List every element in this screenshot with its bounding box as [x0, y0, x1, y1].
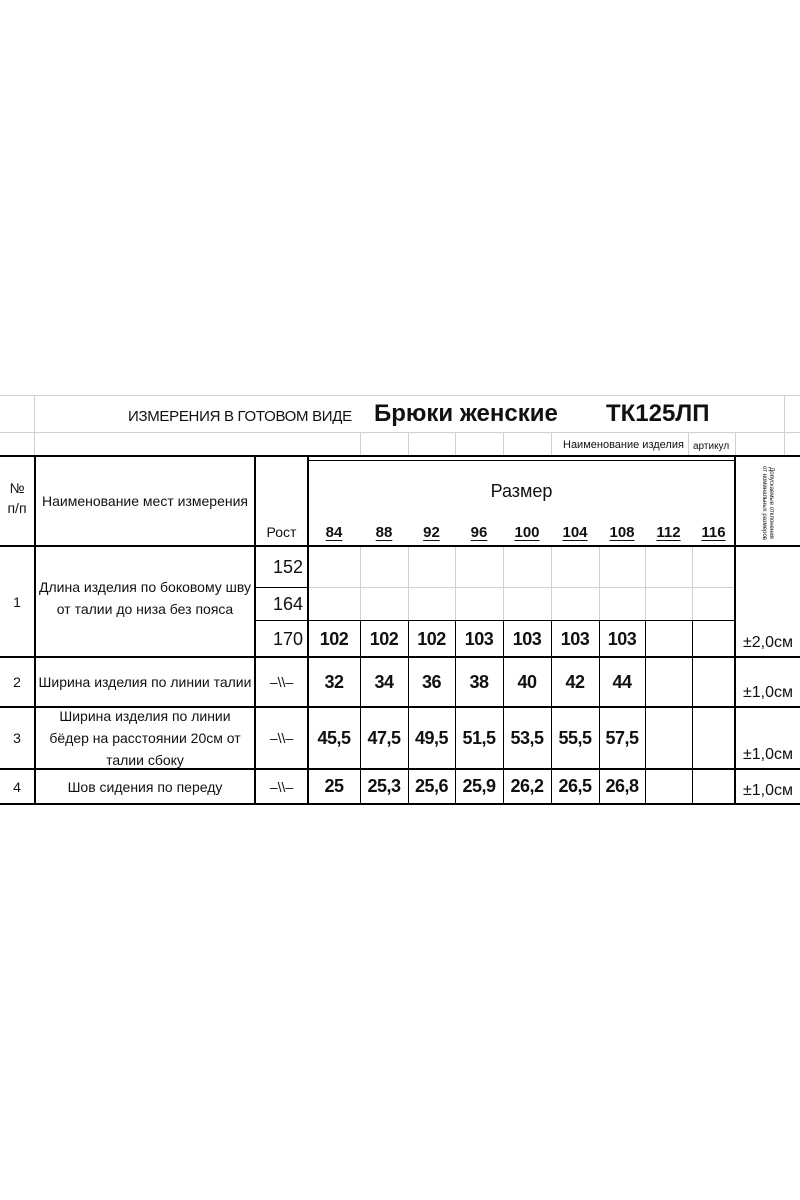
- row-2-no: 2: [13, 674, 21, 690]
- row-1-170-value: 103: [607, 628, 637, 649]
- row-2-value: [692, 658, 735, 706]
- col-no-header: № п/п: [7, 480, 27, 516]
- size-116: 116: [701, 523, 726, 541]
- row-3-no: 3: [13, 730, 21, 746]
- size-title: Размер: [490, 480, 553, 501]
- article-code: ТК125ЛП: [606, 400, 710, 427]
- row-1-no: 1: [13, 593, 21, 610]
- row-1-170-value: [645, 622, 692, 656]
- row-2-value: 44: [612, 671, 632, 692]
- size-112: 112: [656, 523, 681, 541]
- row-4-no: 4: [13, 778, 21, 795]
- size-96: 96: [470, 523, 488, 541]
- row-4-height: –\\–: [269, 778, 294, 795]
- size-108: 108: [609, 523, 635, 541]
- row-3-value: 47,5: [367, 727, 401, 748]
- row-3-value: [645, 708, 692, 768]
- row-2-value: 42: [565, 671, 585, 692]
- article-caption: артикул: [693, 441, 730, 452]
- row-2-value: 36: [421, 671, 442, 692]
- col-name-header: Наименование мест измерения: [41, 493, 248, 509]
- row-3-value: [692, 708, 735, 768]
- row-1-170-value: 102: [417, 628, 446, 649]
- row-2-height: –\\–: [269, 674, 294, 690]
- measurements-title: ИЗМЕРЕНИЯ В ГОТОВОМ ВИДЕ: [128, 408, 352, 425]
- row-3-height: –\\–: [269, 730, 294, 746]
- row-4-value: [692, 770, 735, 803]
- row-4-value: 26,2: [510, 776, 544, 796]
- row-1-170-value: 103: [560, 628, 590, 649]
- row-2-value: 34: [374, 671, 394, 692]
- size-92: 92: [423, 523, 440, 541]
- row-1-height-170: 170: [272, 628, 303, 649]
- row-4-value: 25,3: [367, 776, 401, 796]
- row-4-value: 25,9: [462, 776, 496, 796]
- tolerance-header: Допускаемые отклонения от номинальных размеров: [761, 466, 774, 540]
- row-3-name: Ширина изделия по линии бёдер на расстоянии 20см от талии сбоку: [49, 708, 241, 768]
- row-4-value: 25,6: [414, 776, 449, 796]
- row-1-170-value: 103: [464, 628, 494, 649]
- row-2-tolerance: ±1,0см: [742, 684, 794, 701]
- row-3-tolerance: ±1,0см: [742, 746, 794, 763]
- row-4-value: 26,5: [558, 776, 592, 796]
- product-name: Брюки женские: [374, 400, 558, 427]
- row-1-170-value: 102: [369, 628, 399, 649]
- row-3-value: 57,5: [605, 727, 639, 748]
- row-1-height-164: 164: [272, 593, 303, 614]
- size-88: 88: [375, 523, 393, 541]
- row-1-tolerance: ±2,0см: [742, 634, 794, 651]
- row-1-height-152: 152: [272, 556, 303, 577]
- size-104: 104: [562, 523, 588, 541]
- row-2-value: [645, 658, 692, 706]
- product-name-caption: Наименование изделия: [563, 439, 684, 451]
- row-3-value: 51,5: [462, 727, 496, 748]
- row-2-value: 38: [469, 671, 489, 692]
- row-4-tolerance: ±1,0см: [742, 782, 794, 799]
- row-4-value: [645, 770, 692, 803]
- row-3-value: 45,5: [317, 727, 351, 748]
- col-height-header: Рост: [266, 524, 297, 540]
- row-2-name: Ширина изделия по линии талии: [38, 674, 252, 690]
- row-1-170-value: 102: [319, 628, 349, 649]
- row-3-value: 55,5: [558, 727, 592, 748]
- size-100: 100: [514, 523, 540, 541]
- size-84: 84: [325, 523, 343, 541]
- row-4-name: Шов сидения по переду: [67, 778, 223, 795]
- row-3-value: 53,5: [510, 727, 544, 748]
- row-3-value: 49,5: [414, 727, 449, 748]
- row-1-170-value: 103: [512, 628, 542, 649]
- row-4-value: 25: [324, 776, 344, 796]
- row-2-value: 32: [324, 671, 344, 692]
- row-1-name: Длина изделия по боковому шву от талии до низа без пояса: [39, 578, 251, 617]
- row-1-170-value: [692, 622, 735, 656]
- row-2-value: 40: [517, 671, 537, 692]
- row-4-value: 26,8: [605, 776, 639, 796]
